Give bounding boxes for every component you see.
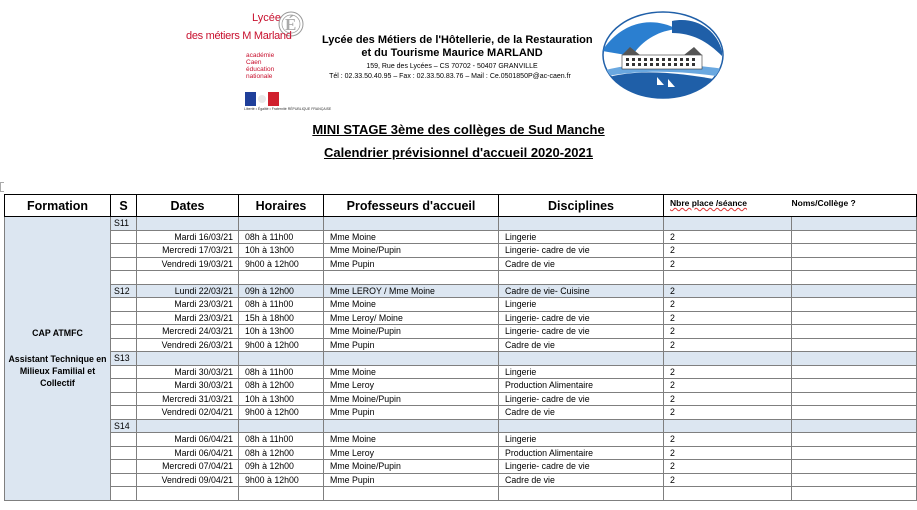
week-cell	[111, 230, 137, 244]
table-row	[5, 433, 917, 447]
places-cell	[664, 487, 792, 501]
date-cell: Mercredi 24/03/21	[137, 325, 239, 339]
date-cell: Mercredi 31/03/21	[137, 392, 239, 406]
date-cell: Vendredi 19/03/21	[137, 257, 239, 271]
time-cell: 08h à 11h00	[239, 365, 324, 379]
time-cell: 08h à 11h00	[239, 433, 324, 447]
table-row	[5, 406, 917, 420]
date-cell: Mardi 23/03/21	[137, 311, 239, 325]
academie-line: Caen	[246, 59, 262, 66]
discipline-cell: Lingerie	[499, 365, 664, 379]
college-cell	[792, 311, 917, 325]
discipline-cell	[499, 217, 664, 231]
discipline-cell: Lingerie- cadre de vie	[499, 460, 664, 474]
discipline-cell: Cadre de vie	[499, 257, 664, 271]
college-cell	[792, 325, 917, 339]
week-cell	[111, 244, 137, 258]
discipline-cell: Lingerie- cadre de vie	[499, 392, 664, 406]
college-cell	[792, 419, 917, 433]
school-info	[322, 34, 593, 82]
discipline-cell	[499, 352, 664, 366]
time-cell: 10h à 13h00	[239, 244, 324, 258]
places-cell	[664, 352, 792, 366]
time-cell: 10h à 13h00	[239, 392, 324, 406]
places-cell: 2	[664, 244, 792, 258]
week-cell	[111, 271, 137, 285]
time-cell: 9h00 à 12h00	[239, 338, 324, 352]
table-row	[5, 244, 917, 258]
time-cell: 15h à 18h00	[239, 311, 324, 325]
places-cell: 2	[664, 338, 792, 352]
time-cell: 9h00 à 12h00	[239, 257, 324, 271]
week-cell	[111, 257, 137, 271]
college-cell	[792, 365, 917, 379]
teacher-cell	[324, 352, 499, 366]
discipline-cell: Cadre de vie	[499, 473, 664, 487]
places-cell	[664, 217, 792, 231]
college-cell	[792, 271, 917, 285]
week-cell	[111, 325, 137, 339]
discipline-cell: Production Alimentaire	[499, 379, 664, 393]
title-line1: MINI STAGE 3ème des collèges de Sud Manche	[312, 122, 605, 137]
time-cell: 9h00 à 12h00	[239, 473, 324, 487]
republique-flag-icon	[245, 92, 279, 106]
col-header-disciplines: Disciplines	[499, 195, 664, 217]
date-cell: Mercredi 17/03/21	[137, 244, 239, 258]
calendar-table	[4, 194, 917, 501]
week-cell	[111, 406, 137, 420]
table-row	[5, 379, 917, 393]
places-cell: 2	[664, 298, 792, 312]
teacher-cell: Mme Moine/Pupin	[324, 244, 499, 258]
teacher-cell: Mme Moine/Pupin	[324, 392, 499, 406]
discipline-cell: Cadre de vie	[499, 406, 664, 420]
teacher-cell: Mme Leroy/ Moine	[324, 311, 499, 325]
table-row	[5, 473, 917, 487]
teacher-cell: Mme Moine/Pupin	[324, 460, 499, 474]
col-header-s: S	[111, 195, 137, 217]
places-cell	[664, 419, 792, 433]
places-cell: 2	[664, 311, 792, 325]
date-cell: Mardi 30/03/21	[137, 365, 239, 379]
date-cell: Mardi 06/04/21	[137, 446, 239, 460]
teacher-cell: Mme Pupin	[324, 257, 499, 271]
college-cell	[792, 298, 917, 312]
table-row	[5, 460, 917, 474]
title-line2: Calendrier prévisionnel d'accueil 2020-2021	[323, 145, 593, 160]
teacher-cell	[324, 271, 499, 285]
places-cell: 2	[664, 379, 792, 393]
nbre-label: Nbre place /séance	[670, 198, 748, 208]
week-cell	[111, 487, 137, 501]
week-cell	[111, 311, 137, 325]
col-header-nbre-place	[664, 195, 792, 217]
teacher-cell: Mme Pupin	[324, 406, 499, 420]
table-header-row	[5, 195, 917, 217]
college-cell	[792, 338, 917, 352]
table-row	[5, 325, 917, 339]
time-cell	[239, 217, 324, 231]
table-row	[5, 230, 917, 244]
week-cell	[111, 460, 137, 474]
teacher-cell: Mme Moine	[324, 298, 499, 312]
table-row	[5, 257, 917, 271]
places-cell	[664, 271, 792, 285]
discipline-cell: Cadre de vie- Cuisine	[499, 284, 664, 298]
teacher-cell	[324, 487, 499, 501]
places-cell: 2	[664, 230, 792, 244]
week-cell	[111, 433, 137, 447]
week-cell	[111, 365, 137, 379]
time-cell: 08h à 12h00	[239, 446, 324, 460]
time-cell	[239, 419, 324, 433]
svg-text:É: É	[285, 15, 297, 34]
school-contact: Tél : 02.33.50.40.95 – Fax : 02.33.50.83.76 – Mail : Ce.0501850P@ac-caen.fr	[329, 73, 571, 80]
places-cell: 2	[664, 460, 792, 474]
college-cell	[792, 217, 917, 231]
college-cell	[792, 244, 917, 258]
discipline-cell: Lingerie	[499, 433, 664, 447]
spacer-row	[5, 271, 917, 285]
col-header-professeurs: Professeurs d'accueil	[324, 195, 499, 217]
time-cell	[239, 352, 324, 366]
formation-title: CAP ATMFC	[32, 328, 83, 339]
discipline-cell: Lingerie- cadre de vie	[499, 325, 664, 339]
week-cell	[111, 446, 137, 460]
republique-text: Liberté • Égalité • Fraternité RÉPUBLIQUE FRANÇAISE	[244, 107, 332, 111]
week-row	[5, 217, 917, 231]
discipline-cell: Lingerie- cadre de vie	[499, 244, 664, 258]
formation-detail: Assistant Technique en Milieux Familial et Collectif	[8, 354, 107, 389]
places-cell: 2	[664, 433, 792, 447]
week-row	[5, 284, 917, 298]
date-cell	[137, 217, 239, 231]
teacher-cell: Mme Leroy	[324, 446, 499, 460]
places-cell: 2	[664, 392, 792, 406]
table-row	[5, 446, 917, 460]
teacher-cell: Mme Moine	[324, 365, 499, 379]
time-cell: 08h à 11h00	[239, 230, 324, 244]
discipline-cell: Cadre de vie	[499, 338, 664, 352]
time-cell: 08h à 11h00	[239, 298, 324, 312]
time-cell: 08h à 12h00	[239, 379, 324, 393]
week-cell: S13	[111, 352, 137, 366]
college-cell	[792, 487, 917, 501]
college-cell	[792, 433, 917, 447]
col-header-dates: Dates	[137, 195, 239, 217]
college-cell	[792, 446, 917, 460]
academie-line: académie	[246, 52, 275, 59]
date-cell: Lundi 22/03/21	[137, 284, 239, 298]
college-cell	[792, 460, 917, 474]
date-cell: Mardi 06/04/21	[137, 433, 239, 447]
teacher-cell: Mme Leroy	[324, 379, 499, 393]
col-header-horaires: Horaires	[239, 195, 324, 217]
logo-line2: des métiers M Marland	[186, 30, 292, 42]
places-cell: 2	[664, 257, 792, 271]
academie-line: éducation	[246, 66, 275, 73]
week-cell: S12	[111, 284, 137, 298]
places-cell: 2	[664, 365, 792, 379]
time-cell: 9h00 à 12h00	[239, 406, 324, 420]
time-cell: 09h à 12h00	[239, 460, 324, 474]
date-cell: Mardi 23/03/21	[137, 298, 239, 312]
spacer-row	[5, 487, 917, 501]
teacher-cell: Mme Pupin	[324, 338, 499, 352]
school-name-line1: Lycée des Métiers de l'Hôtellerie, de la Restauration	[322, 34, 593, 46]
formation-cell	[5, 217, 111, 501]
time-cell	[239, 271, 324, 285]
table-row	[5, 298, 917, 312]
time-cell	[239, 487, 324, 501]
table-row	[5, 365, 917, 379]
college-cell	[792, 230, 917, 244]
teacher-cell	[324, 419, 499, 433]
logo-line1: Lycée	[252, 12, 281, 24]
time-cell: 10h à 13h00	[239, 325, 324, 339]
places-cell: 2	[664, 406, 792, 420]
discipline-cell	[499, 487, 664, 501]
discipline-cell: Lingerie	[499, 298, 664, 312]
discipline-cell: Lingerie- cadre de vie	[499, 311, 664, 325]
school-address: 159, Rue des Lycées – CS 70702 - 50407 GRANVILLE	[366, 63, 538, 70]
discipline-cell	[499, 271, 664, 285]
document-subtitle	[0, 145, 917, 160]
date-cell	[137, 419, 239, 433]
college-cell	[792, 379, 917, 393]
time-cell: 09h à 12h00	[239, 284, 324, 298]
discipline-cell: Lingerie	[499, 230, 664, 244]
academie-text	[246, 52, 274, 80]
places-cell: 2	[664, 473, 792, 487]
week-row	[5, 352, 917, 366]
places-cell: 2	[664, 446, 792, 460]
week-cell: S11	[111, 217, 137, 231]
col-header-noms-college: Noms/Collège ?	[792, 195, 917, 217]
table-row	[5, 311, 917, 325]
week-row	[5, 419, 917, 433]
granville-building-logo-icon	[602, 11, 724, 99]
academie-line: nationale	[246, 73, 273, 80]
date-cell: Mardi 16/03/21	[137, 230, 239, 244]
week-cell	[111, 379, 137, 393]
teacher-cell: Mme Moine	[324, 230, 499, 244]
week-cell: S14	[111, 419, 137, 433]
teacher-cell: Mme LEROY / Mme Moine	[324, 284, 499, 298]
teacher-cell: Mme Moine/Pupin	[324, 325, 499, 339]
col-header-formation: Formation	[5, 195, 111, 217]
places-cell: 2	[664, 284, 792, 298]
cell-corner-marker	[0, 182, 4, 192]
week-cell	[111, 392, 137, 406]
table-row	[5, 338, 917, 352]
week-cell	[111, 473, 137, 487]
college-cell	[792, 352, 917, 366]
teacher-cell	[324, 217, 499, 231]
date-cell: Mardi 30/03/21	[137, 379, 239, 393]
date-cell	[137, 487, 239, 501]
school-name-line2: et du Tourisme Maurice MARLAND	[361, 47, 543, 59]
document-title	[0, 122, 917, 137]
lycee-logo	[182, 6, 332, 114]
date-cell: Mercredi 07/04/21	[137, 460, 239, 474]
discipline-cell: Production Alimentaire	[499, 446, 664, 460]
date-cell: Vendredi 26/03/21	[137, 338, 239, 352]
college-cell	[792, 473, 917, 487]
date-cell	[137, 352, 239, 366]
table-row	[5, 392, 917, 406]
places-cell: 2	[664, 325, 792, 339]
discipline-cell	[499, 419, 664, 433]
teacher-cell: Mme Moine	[324, 433, 499, 447]
date-cell: Vendredi 09/04/21	[137, 473, 239, 487]
date-cell	[137, 271, 239, 285]
teacher-cell: Mme Pupin	[324, 473, 499, 487]
week-cell	[111, 338, 137, 352]
college-cell	[792, 284, 917, 298]
week-cell	[111, 298, 137, 312]
college-cell	[792, 257, 917, 271]
date-cell: Vendredi 02/04/21	[137, 406, 239, 420]
college-cell	[792, 406, 917, 420]
college-cell	[792, 392, 917, 406]
